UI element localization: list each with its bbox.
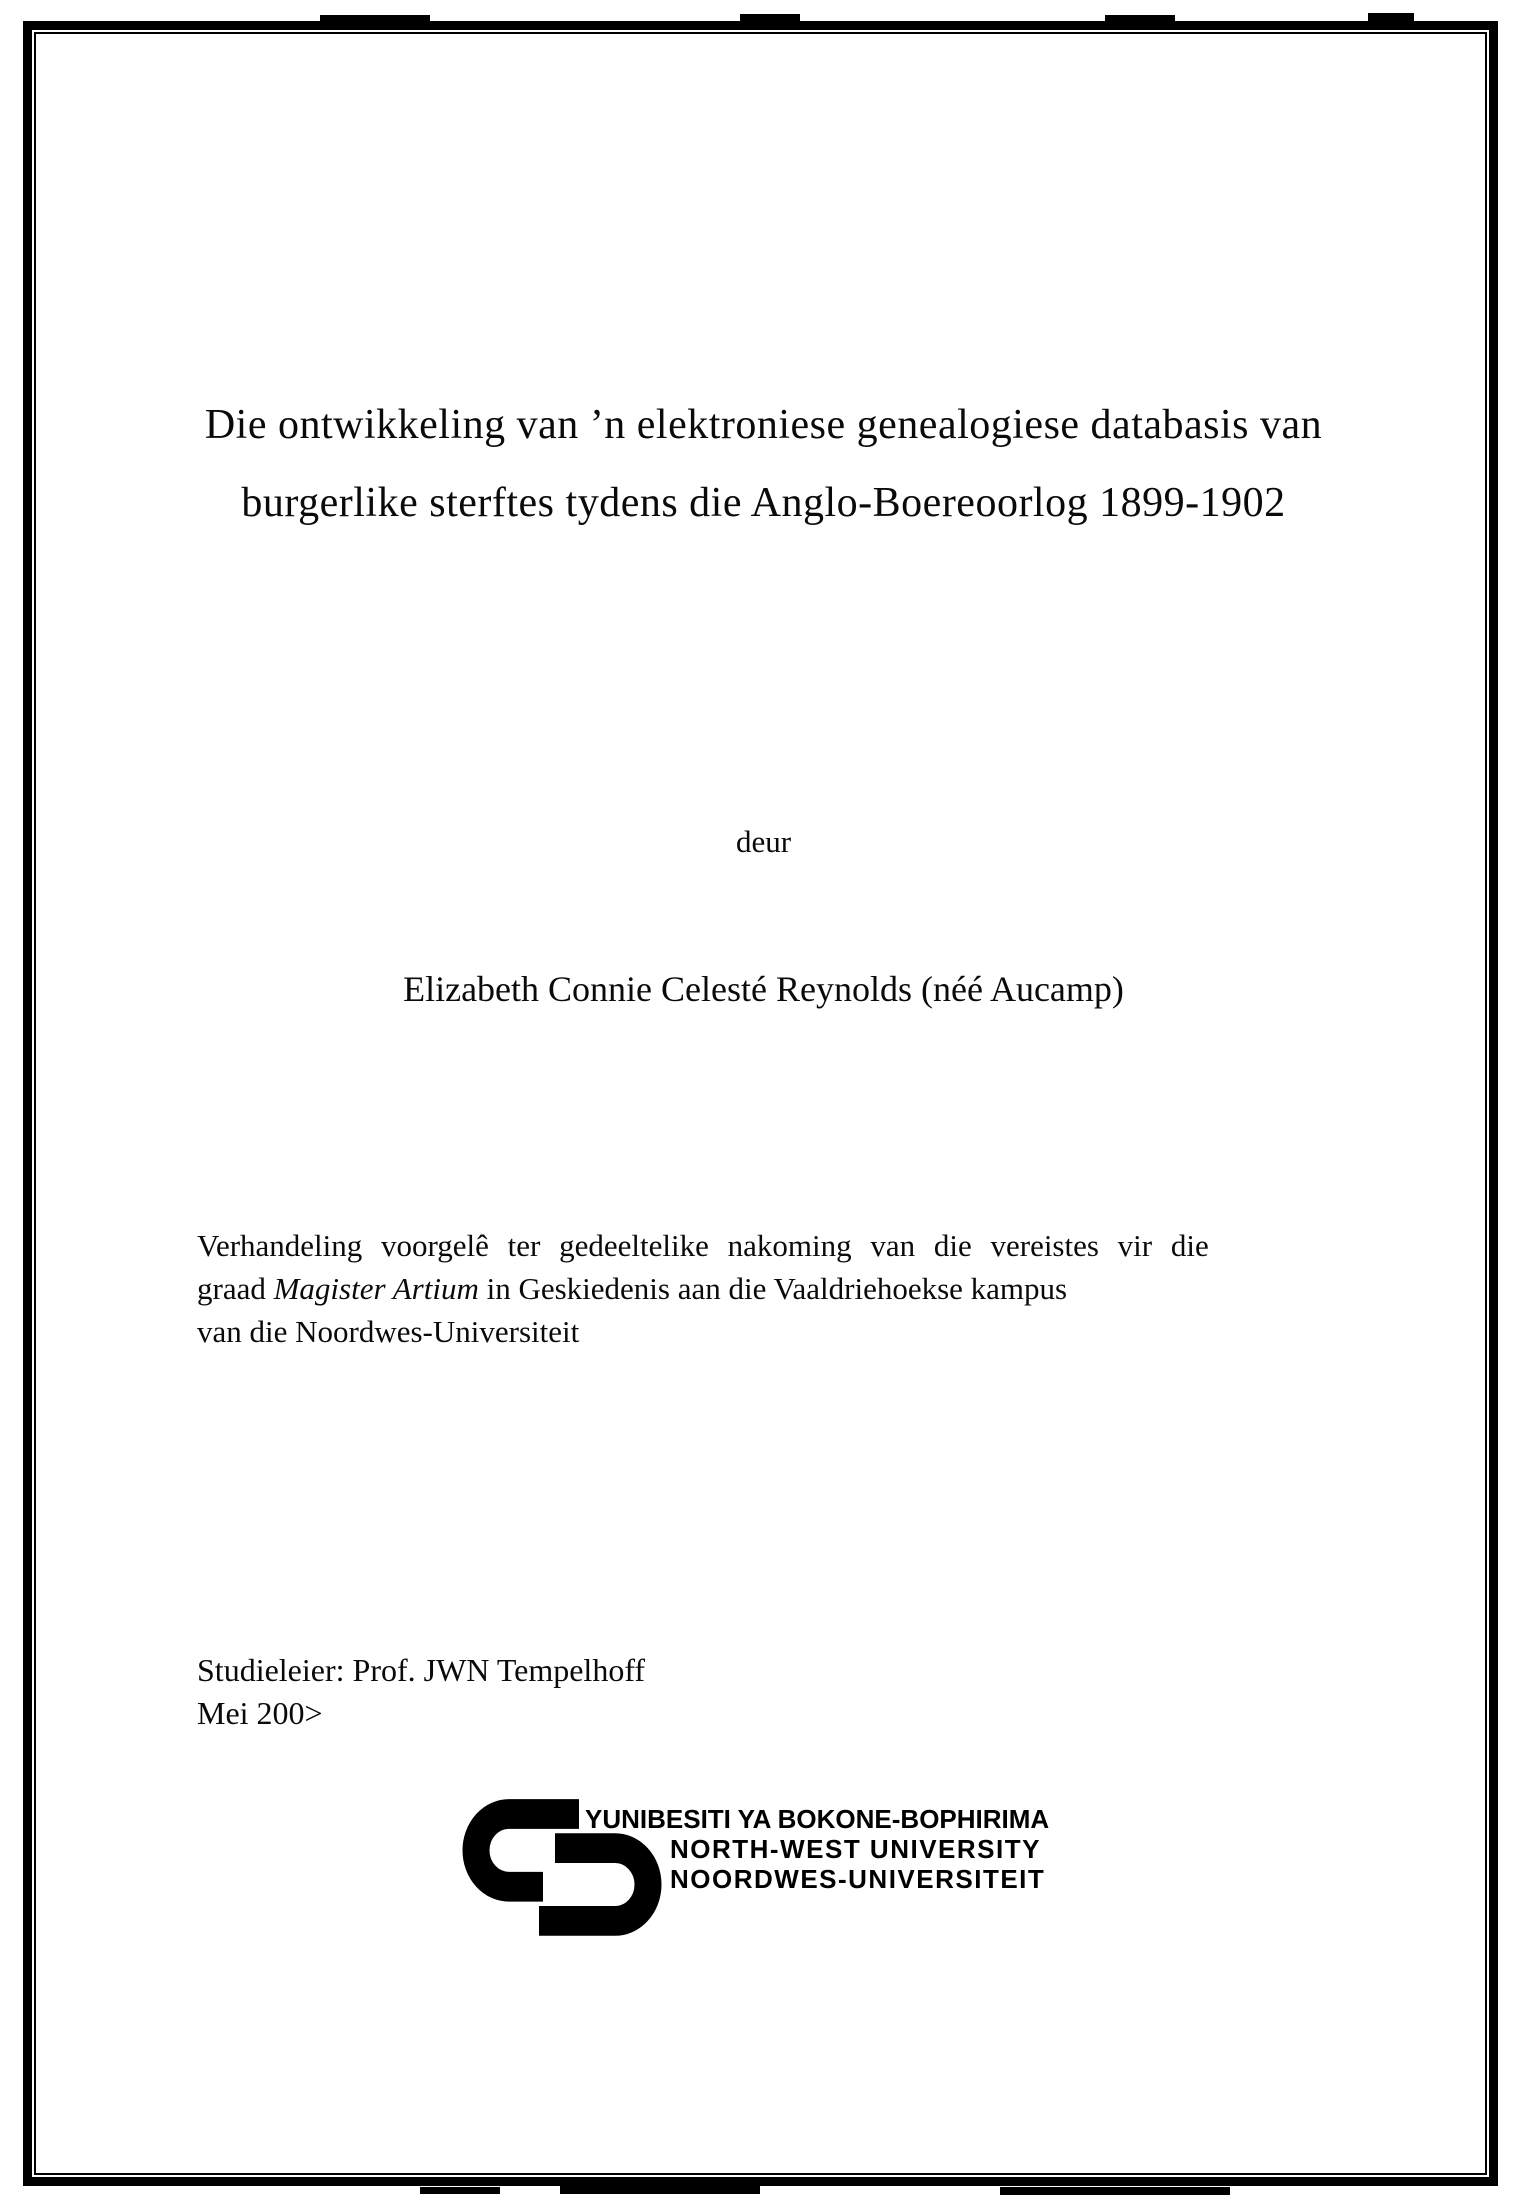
date-line: Mei 200> [197,1695,323,1731]
scan-artifact [420,2187,500,2194]
logo-text-english: NORTH-WEST UNIVERSITY [670,1834,1041,1864]
degree-statement-line-2-suffix: in Geskiedenis aan die Vaaldriehoekse kampus [478,1271,1068,1306]
scan-artifact [1000,2187,1230,2195]
degree-statement-line-2-prefix: graad [197,1271,274,1306]
scan-artifact [1368,13,1414,21]
logo-text-setswana: YUNIBESITI YA BOKONE-BOPHIRIMA [585,1804,1050,1834]
thesis-title-line-2: burgerlike sterftes tydens die Anglo-Boereoorlog 1899-1902 [241,480,1286,526]
university-logo-text [585,1804,1049,1894]
scan-artifact [1105,15,1175,22]
degree-statement-line-2 [197,1267,1337,1310]
degree-statement [197,1224,1337,1353]
byline-label: deur [735,824,792,859]
degree-statement-line-1: Verhandeling voorgelê ter gedeeltelike nakoming van die vereistes vir die [197,1228,1209,1263]
scan-artifact [740,14,800,22]
logo-text-afrikaans: NOORDWES-UNIVERSITEIT [670,1864,1046,1894]
author-name: Elizabeth Connie Celesté Reynolds (néé Aucamp) [403,969,1124,1009]
thesis-title-line-1: Die ontwikkeling van ’n elektroniese genealogiese databasis van [204,402,1323,448]
scan-artifact [560,2186,760,2194]
university-logo [462,1798,1062,1943]
scan-artifact [320,15,430,22]
supervisor-line: Studieleier: Prof. JWN Tempelhoff [197,1652,646,1688]
degree-statement-line-3: van die Noordwes-Universiteit [197,1314,580,1349]
degree-name-italic: Magister Artium [273,1271,479,1306]
